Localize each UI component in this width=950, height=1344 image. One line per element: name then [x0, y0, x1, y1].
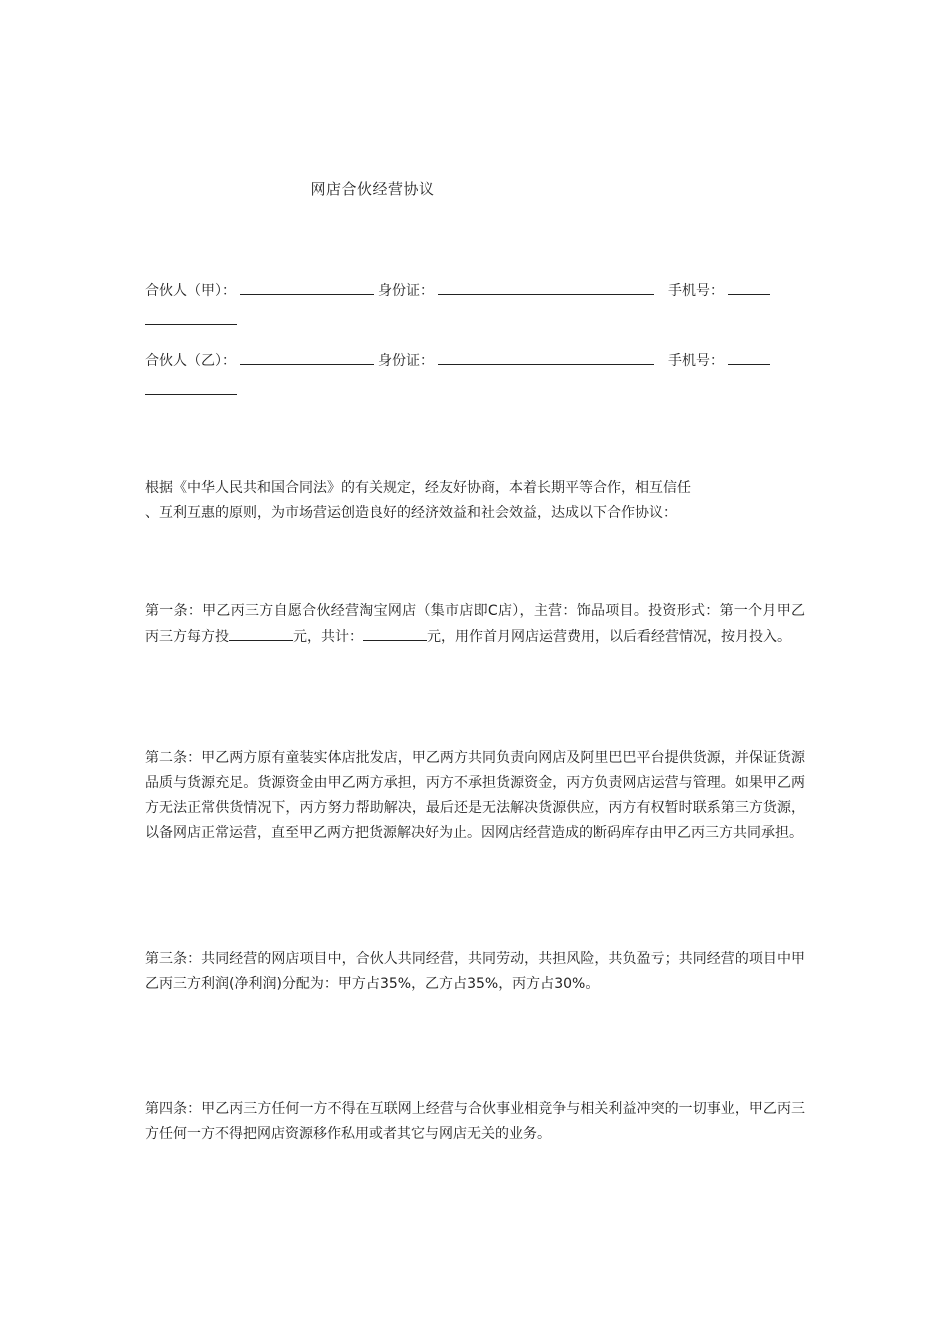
article-3-text-2: 分配为：甲方占: [281, 976, 380, 992]
article-1: [145, 599, 805, 650]
document-title: 网店合伙经营协议: [310, 180, 435, 198]
party-b-phone-blank-continued[interactable]: [145, 376, 237, 395]
article-1-store-letter: C: [487, 603, 498, 619]
party-b-phone-label: 手机号：: [668, 353, 724, 369]
intro-line-1: 根据《中华人民共和国合同法》的有关规定，经友好协商，本着长期平等合作，相互信任: [145, 480, 691, 496]
article-4-text: 第四条：甲乙丙三方任何一方不得在互联网上经营与合伙事业相竞争与相关利益冲突的一切事业，甲乙丙三方任何一方不得把网店资源移作私用或者其它与网店无关的业务。: [145, 1101, 805, 1142]
article-1-amount-each-blank[interactable]: [229, 624, 293, 641]
party-b-block: [145, 346, 805, 406]
article-3-text-5: 。: [585, 976, 600, 992]
party-a-label: 合伙人（甲）：: [145, 283, 236, 299]
intro-line-2: 、互利互惠的原则，为市场营运创造良好的经济效益和社会效益，达成以下合作协议：: [145, 505, 677, 521]
article-4: [145, 1097, 805, 1147]
party-a-phone-blank[interactable]: [728, 276, 770, 295]
article-3-text-4: ，丙方占: [498, 976, 555, 992]
party-a-id-label: 身份证：: [378, 283, 434, 299]
article-1-text-3: 元，共计：: [293, 629, 363, 645]
article-3-percent-a: 35%: [379, 976, 412, 992]
party-b-id-label: 身份证：: [378, 353, 434, 369]
intro-paragraph: [145, 476, 805, 526]
party-b-name-blank[interactable]: [240, 346, 374, 365]
party-a-id-blank[interactable]: [438, 276, 654, 295]
party-a-phone-blank-continued[interactable]: [145, 306, 237, 325]
article-2-text: 第二条：甲乙两方原有童装实体店批发店，甲乙两方共同负责向网店及阿里巴巴平台提供货源，并保证货源品质与货源充足。货源资金由甲乙两方承担，丙方不承担货源资金，丙方负责网店运营与管理。如果甲乙两方无法正常供货情况下，丙方努力帮助解决，最后还是无法解决货源供应，丙方有权暂时联系第三方货源，以备网店正常运营，直至甲乙两方把货源解决好为止。因网店经营造成的断码库存由甲乙丙三方共同承担。: [145, 750, 805, 841]
article-3: [145, 947, 805, 997]
article-1-text-2: 店），主营：饰品项目。投资形式：第一个月甲乙丙三方每方投: [145, 603, 806, 645]
party-a-name-blank[interactable]: [240, 276, 374, 295]
party-a-block: [145, 276, 805, 336]
party-b-label: 合伙人（乙）：: [145, 353, 236, 369]
article-1-text-4: 元，用作首月网店运营费用，以后看经营情况，按月投入。: [427, 629, 791, 645]
article-2: [145, 746, 805, 846]
article-3-percent-b: 35%: [467, 976, 499, 992]
article-3-text-3: ，乙方占: [411, 976, 468, 992]
party-b-phone-blank[interactable]: [728, 346, 770, 365]
article-1-text-1: 第一条：甲乙丙三方自愿合伙经营淘宝网店（集市店即: [145, 603, 488, 619]
article-3-text-1: 第三条：共同经营的网店项目中，合伙人共同经营，共同劳动，共担风险，共负盈亏；共同经营的项目中甲乙丙三方利润: [145, 951, 805, 992]
party-a-phone-label: 手机号：: [668, 283, 724, 299]
party-b-id-blank[interactable]: [438, 346, 654, 365]
article-1-amount-total-blank[interactable]: [363, 624, 427, 641]
article-3-percent-c: 30%: [554, 976, 586, 992]
article-3-paren: (净利润): [229, 976, 282, 992]
